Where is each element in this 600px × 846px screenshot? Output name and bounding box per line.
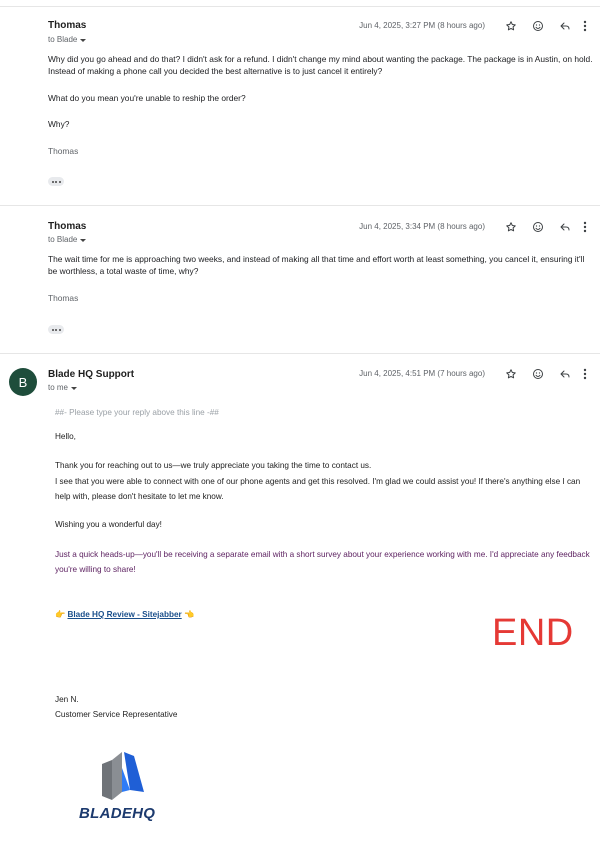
- message-signature: Thomas: [48, 293, 79, 303]
- show-trimmed-content-button[interactable]: [48, 177, 64, 186]
- star-icon[interactable]: [497, 219, 524, 235]
- more-vert-icon[interactable]: [578, 366, 592, 382]
- recipient-label: to me: [48, 383, 69, 392]
- bladehq-logo-text: BLADEHQ: [79, 805, 156, 822]
- more-vert-icon[interactable]: [578, 18, 592, 34]
- pointing-left-icon: 👈: [183, 610, 195, 619]
- review-link[interactable]: Blade HQ Review - Sitejabber: [67, 610, 182, 619]
- chevron-down-icon: [80, 39, 86, 42]
- agent-name: Jen N.: [55, 695, 79, 704]
- recipient-toggle[interactable]: [48, 383, 77, 392]
- message-paragraph: I see that you were able to connect with one of our phone agents and get this resolved. I'm glad we could assist you! If there's anything else I can help with, please don't hesitate to let me know.: [55, 477, 581, 501]
- chevron-down-icon: [71, 387, 77, 390]
- divider: [0, 353, 600, 354]
- reply-icon[interactable]: [551, 219, 578, 235]
- sender-name: Thomas: [48, 20, 87, 31]
- message-paragraph: Why?: [48, 119, 70, 129]
- more-vert-icon[interactable]: [578, 219, 592, 235]
- message-paragraph: What do you mean you're unable to reship the order?: [48, 93, 246, 103]
- sender-name: Blade HQ Support: [48, 369, 135, 380]
- closing-wish: Wishing you a wonderful day!: [55, 520, 162, 529]
- recipient-label: to Blade: [48, 35, 78, 44]
- message-paragraph: The wait time for me is approaching two weeks, and instead of making all that time and effort worth at least something, you cancel it, ensuring it'll be worthless, a total waste of time, why?: [48, 254, 585, 276]
- recipient-toggle[interactable]: [48, 235, 86, 244]
- avatar[interactable]: B: [9, 368, 37, 396]
- message-paragraph: Why did you go ahead and do that? I didn't ask for a refund. I didn't change my mind about wanting the package. The package is in Austin, on hold. Instead of making a phone call you decided the best alternative is to just cancel it entirely?: [48, 54, 593, 76]
- recipient-toggle[interactable]: [48, 35, 86, 44]
- divider: [0, 6, 600, 7]
- divider: [0, 205, 600, 206]
- emoji-icon[interactable]: [524, 18, 551, 34]
- end-annotation: END: [492, 612, 574, 654]
- survey-notice: Just a quick heads-up—you'll be receiving a separate email with a short survey about your experience working with me. I'd appreciate any feedback you're willing to share!: [55, 550, 590, 574]
- emoji-icon[interactable]: [524, 219, 551, 235]
- reply-icon[interactable]: [551, 18, 578, 34]
- emoji-icon[interactable]: [524, 366, 551, 382]
- message-paragraph: Thank you for reaching out to us—we truly appreciate you taking the time to contact us.: [55, 461, 372, 470]
- show-trimmed-content-button[interactable]: [48, 325, 64, 334]
- bladehq-logo-icon: [98, 752, 146, 807]
- star-icon[interactable]: [497, 18, 524, 34]
- reply-icon[interactable]: [551, 366, 578, 382]
- agent-title: Customer Service Representative: [55, 710, 178, 719]
- message-date: Jun 4, 2025, 3:34 PM (8 hours ago): [359, 222, 485, 231]
- message-actions: [497, 18, 592, 34]
- message-actions: [497, 366, 592, 382]
- message-actions: [497, 219, 592, 235]
- star-icon[interactable]: [497, 366, 524, 382]
- greeting: Hello,: [55, 432, 76, 441]
- message-date: Jun 4, 2025, 4:51 PM (7 hours ago): [359, 369, 485, 378]
- message-signature: Thomas: [48, 146, 79, 156]
- sender-name: Thomas: [48, 221, 87, 232]
- message-date: Jun 4, 2025, 3:27 PM (8 hours ago): [359, 21, 485, 30]
- reply-line-hint: ##- Please type your reply above this line -##: [55, 408, 219, 417]
- pointing-right-icon: 👉: [55, 610, 66, 619]
- recipient-label: to Blade: [48, 235, 78, 244]
- chevron-down-icon: [80, 239, 86, 242]
